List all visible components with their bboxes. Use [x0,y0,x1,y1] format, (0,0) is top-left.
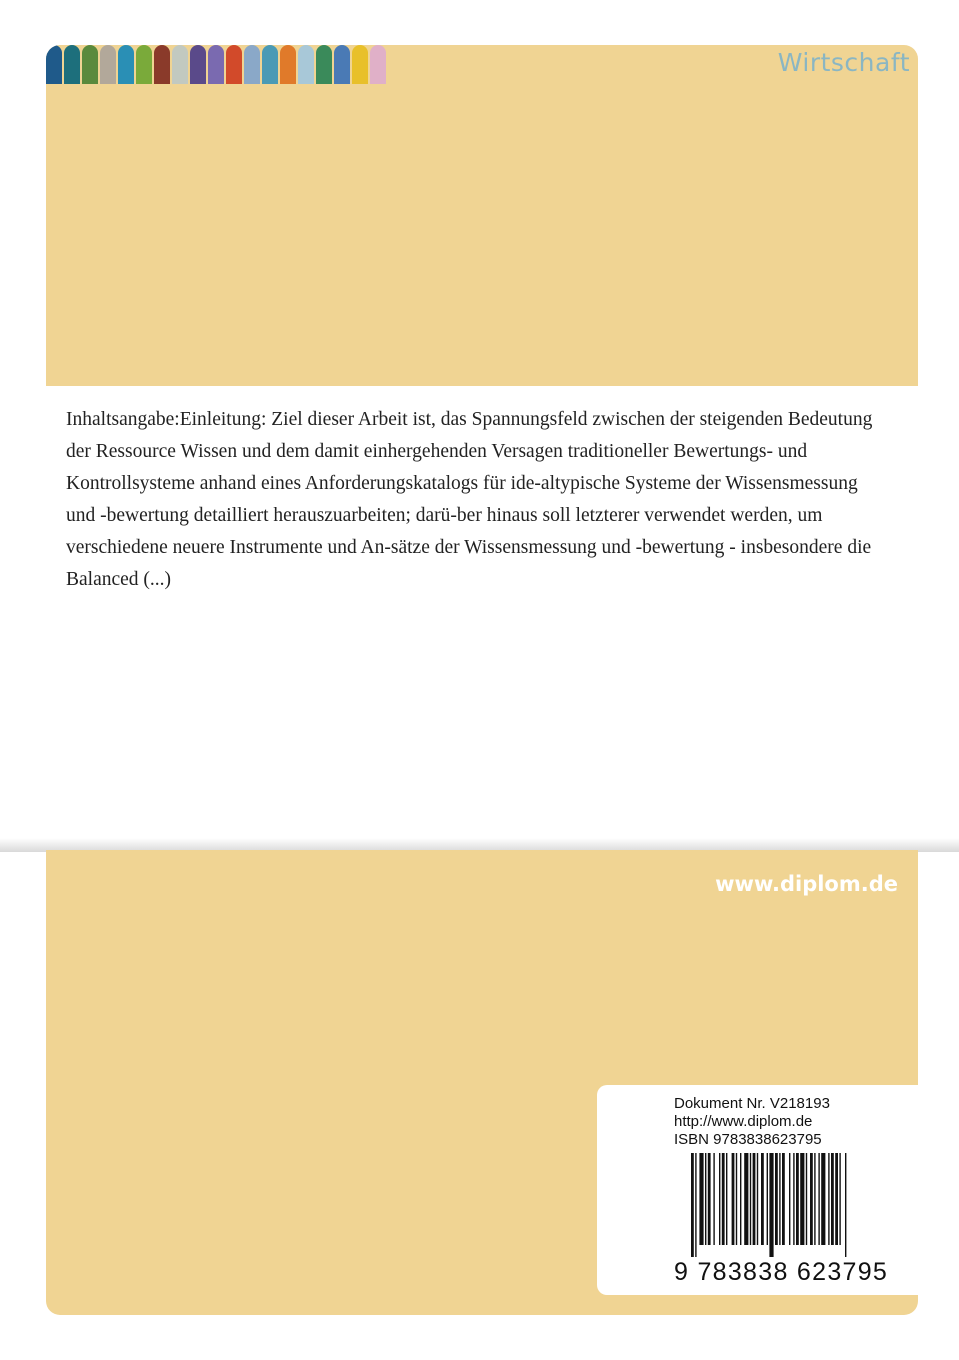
color-tab [64,45,80,84]
color-tab [298,45,314,84]
color-tab [262,45,278,84]
color-tab [82,45,98,84]
color-tab [370,45,386,84]
book-blurb: Inhaltsangabe:Einleitung: Ziel dieser Arbeit ist, das Spannungsfeld zwischen der steigenden Bedeutung der Ressource Wissen und dem damit einhergehenden Versagen traditioneller Bewertungs- und Kontrollsysteme anhand eines Anforderungskatalogs für ide-altypische Systeme der Wissensmessung und -bewertung detailliert herauszuarbeiten; darü-ber hinaus soll letzterer verwendet werden, um verschiedene neuere Instrumente und An-sätze der Wissensmessung und -bewertung - insbesondere die Balanced (...) [66,409,873,590]
color-tabs [46,45,388,84]
document-number: Dokument Nr. V218193 [674,1095,830,1112]
color-tab [208,45,224,84]
barcode-icon [667,1153,899,1259]
color-tab [280,45,296,84]
color-tab [46,45,62,84]
color-tab [244,45,260,84]
category-label: Wirtschaft [777,48,910,77]
color-tab [172,45,188,84]
top-color-panel [46,45,918,386]
publisher-website: www.diplom.de [715,872,898,896]
color-tab [334,45,350,84]
color-tab [190,45,206,84]
barcode-digits: 9 783838 623795 [674,1258,889,1286]
color-tab [352,45,368,84]
barcode-box [597,1085,918,1295]
color-tab [118,45,134,84]
color-tab [226,45,242,84]
document-info [674,1095,830,1149]
document-url: http://www.diplom.de [674,1113,813,1130]
color-tab [136,45,152,84]
isbn-text: ISBN 9783838623795 [674,1131,822,1148]
color-tab [100,45,116,84]
color-tab [316,45,332,84]
color-tab [154,45,170,84]
